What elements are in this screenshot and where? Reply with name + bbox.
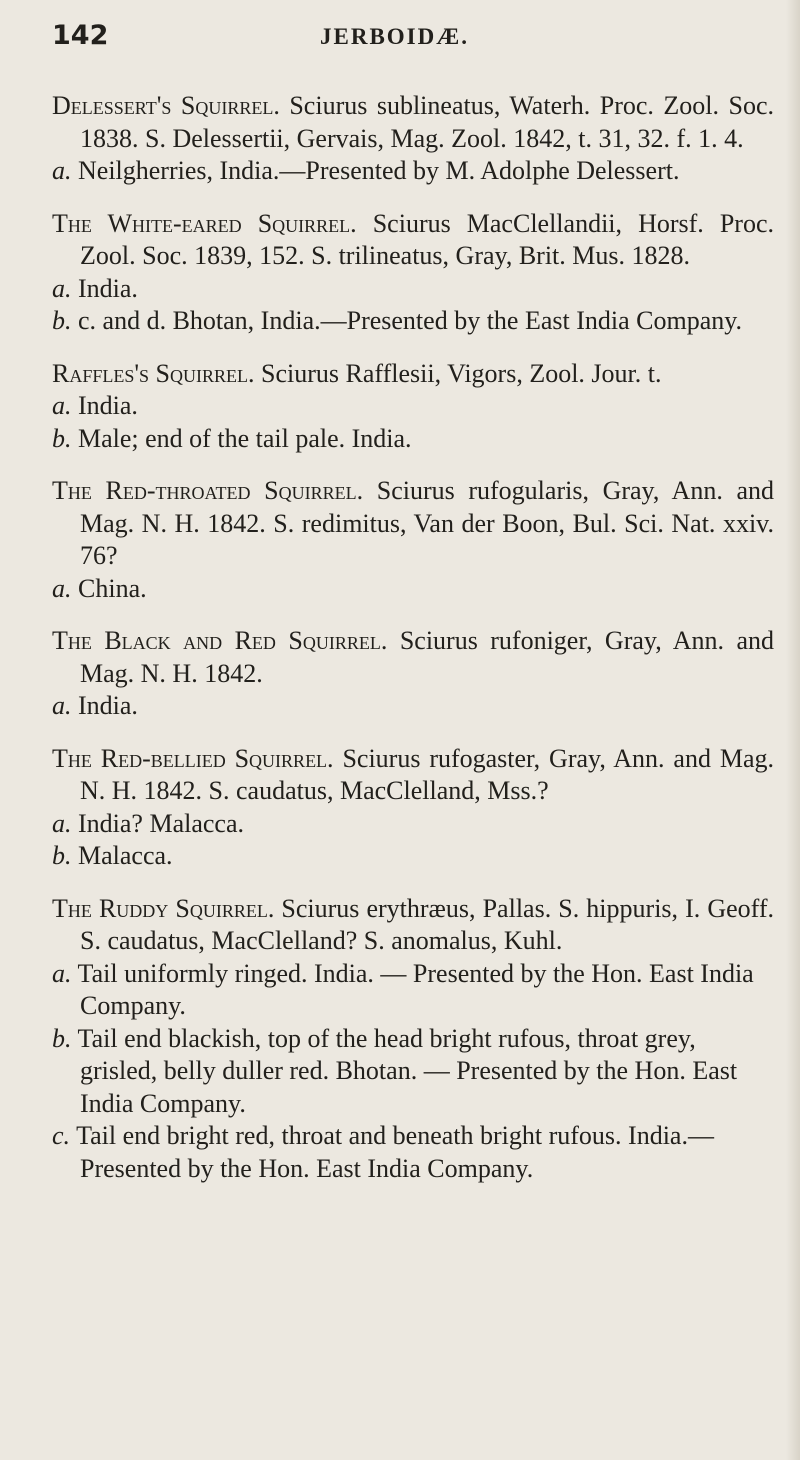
specimen-text: Tail end bright red, throat and beneath bright rufous. India.—Presented by the Hon. East India Company. [76,1121,714,1183]
specimen-item [52,1023,774,1121]
specimen-item [52,390,774,423]
specimen-text: c. and d. Bhotan, India.—Presented by the East India Company. [78,306,743,335]
synonymy: Sciurus Rafflesii, Vigors, Zool. Jour. t. [261,358,662,388]
species-heading [52,208,774,273]
species-heading [52,90,774,155]
page-body [52,90,774,1205]
specimen-item [52,423,774,456]
species-entry [52,625,774,723]
specimen-text: Tail uniformly ringed. India. — Presented by the Hon. East India Company. [77,958,754,1020]
species-entry [52,208,774,338]
running-title: JERBOIDÆ. [320,24,469,49]
species-entry [52,358,774,456]
synonymy: Sciurus rufoniger, Gray, Ann. and Mag. N. H. 1842. [80,626,775,688]
specimen-item [52,690,774,723]
common-name: The Ruddy Squirrel. [52,893,275,923]
species-entry [52,743,774,873]
specimen-text: Neilgherries, India.—Presented by M. Adolphe Delessert. [78,156,680,185]
specimen-letter: a. [52,391,72,420]
specimen-letter: c. [52,1121,71,1150]
specimen-letter: a. [52,156,72,185]
species-entry [52,475,774,605]
specimen-letter: a. [52,808,72,838]
specimen-item [52,1120,774,1185]
specimen-letter: a. [52,691,72,720]
specimen-item [52,305,774,338]
specimen-letter: a. [52,273,72,303]
species-entry [52,90,774,188]
specimen-letter: a. [52,573,72,603]
specimen-text: Tail end blackish, top of the head bright rufous, throat grey, grisled, belly duller red. Bhotan. — Presented by the Hon. East India Company. [77,1023,738,1118]
common-name: The Red-bellied Squirrel. [52,743,334,773]
page-number: 142 [52,20,109,51]
common-name: Delessert's Squirrel. [52,91,280,120]
synonymy: Sciurus rufogularis, Gray, Ann. and Mag. N. H. 1842. S. redimitus, Van der Boon, Bul. Sci. Nat. xxiv. 76? [80,476,775,570]
synonymy: Sciurus MacClellandii, Horsf. Proc. Zool. Soc. 1839, 152. S. trilineatus, Gray, Brit. Mus. 1828. [80,208,774,270]
specimen-letter: a. [52,958,72,988]
species-heading [52,475,774,573]
common-name: The Red-throated Squirrel. [52,476,364,505]
specimen-text: India. [78,691,138,720]
page-edge-shadow [786,0,800,1460]
specimen-letter: b. [52,306,72,335]
species-heading [52,893,774,958]
synonymy: Sciurus rufogaster, Gray, Ann. and Mag. N. H. 1842. S. caudatus, MacClelland, Mss.? [80,743,774,805]
specimen-item [52,273,774,306]
specimen-item [52,573,774,606]
specimen-item [52,155,774,188]
species-heading [52,358,774,391]
specimen-letter: b. [52,423,72,453]
specimen-letter: b. [52,1023,72,1053]
specimen-item [52,808,774,841]
specimen-text: India. [78,273,138,303]
common-name: The Black and Red Squirrel. [52,626,388,655]
species-entry [52,893,774,1186]
specimen-letter: b. [52,841,72,870]
species-heading [52,743,774,808]
page-header [52,20,772,60]
specimen-text: India? Malacca. [78,808,245,838]
synonymy: Sciurus sublineatus, Waterh. Proc. Zool. Soc. 1838. S. Delessertii, Gervais, Mag. Zool. 1842, t. 31, 32. f. 1. 4. [80,91,775,153]
specimen-text: India. [78,391,138,420]
specimen-item [52,840,774,873]
common-name: The White-eared Squirrel. [52,208,357,238]
specimen-text: Male; end of the tail pale. India. [78,423,412,453]
specimen-text: China. [78,573,147,603]
species-heading [52,625,774,690]
synonymy: Sciurus erythræus, Pallas. S. hippuris, I. Geoff. S. caudatus, MacClelland? S. anomalus, Kuhl. [80,893,775,955]
specimen-text: Malacca. [78,841,173,870]
common-name: Raffles's Squirrel. [52,358,255,388]
specimen-item [52,958,774,1023]
